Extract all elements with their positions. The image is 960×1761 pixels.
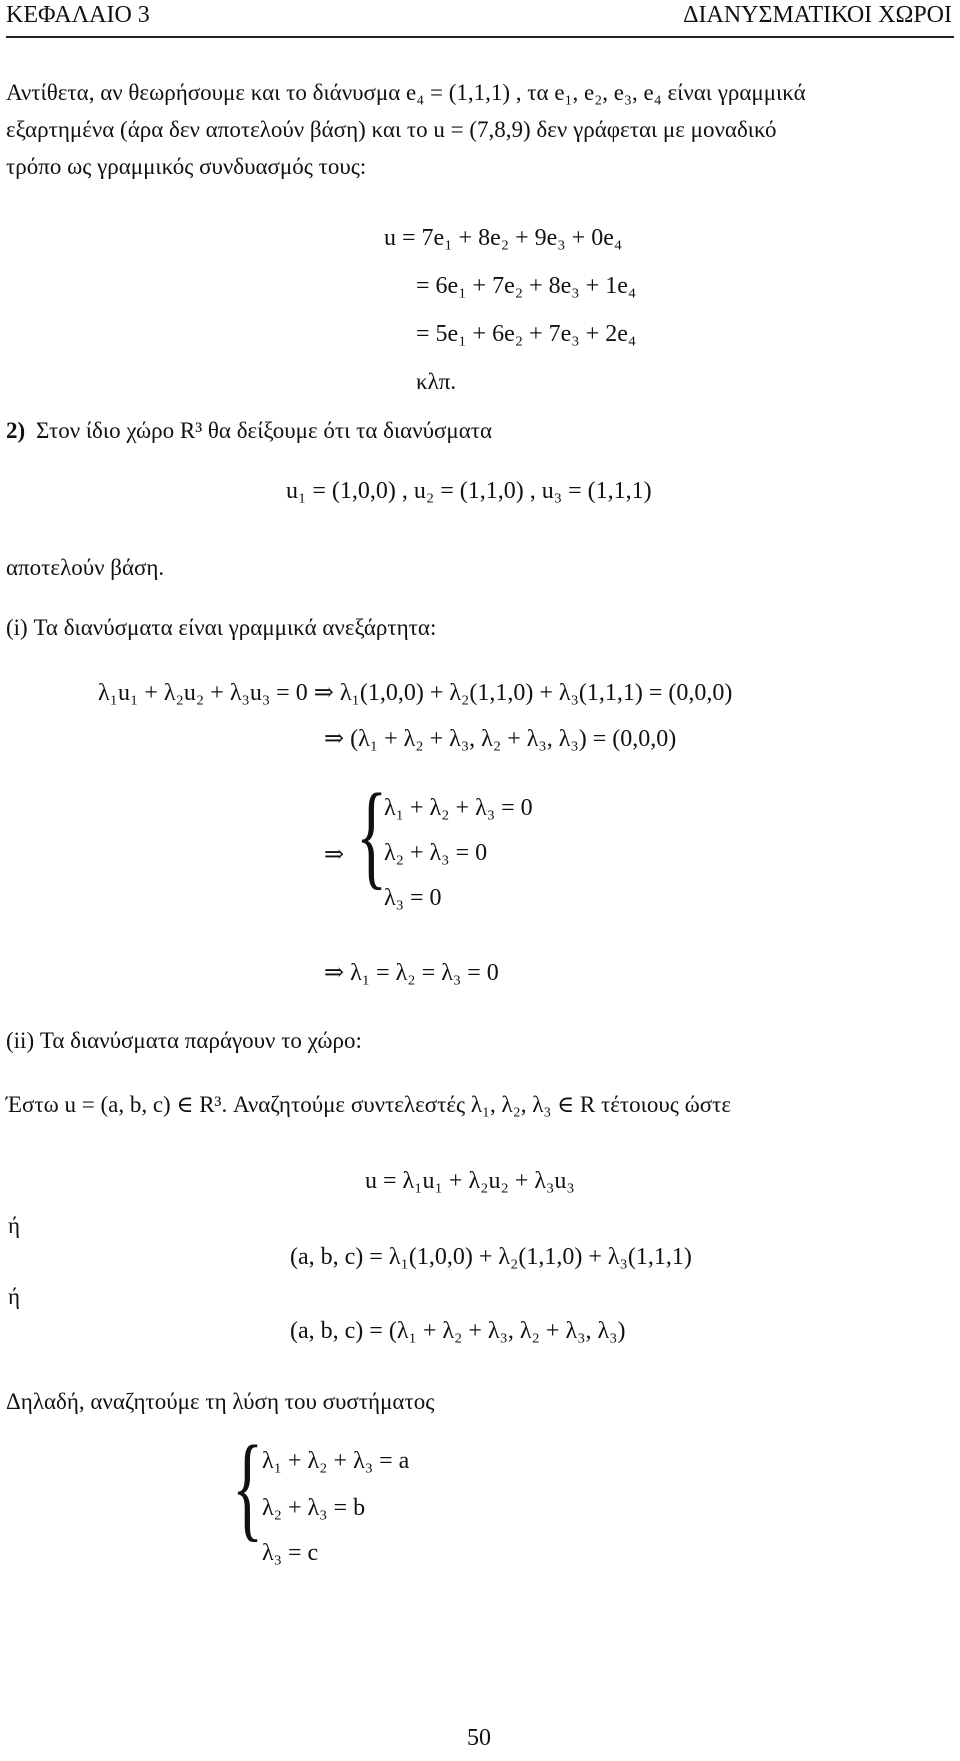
subsection-heading: (ii) Τα διανύσματα παράγουν το χώρο:: [6, 1028, 362, 1053]
conclusion-text: αποτελούν βάση.: [6, 555, 165, 580]
equation-line: (a, b, c) = λ₁(1,0,0) + λ₂(1,1,0) + λ₃(1,1,1): [290, 1244, 692, 1270]
paragraph-line: Αντίθετα, αν θεωρήσουμε και το διάνυσμα e₄ = (1,1,1) , τα e₁, e₂, e₃, e₄ είναι γραμμικά: [6, 80, 806, 105]
or-label: ή: [8, 1284, 21, 1309]
equation-line: = 5e₁ + 6e₂ + 7e₃ + 2e₄: [416, 321, 637, 347]
equation-line: u = 7e₁ + 8e₂ + 9e₃ + 0e₄: [384, 225, 623, 251]
system-equation: λ₃ = 0: [384, 885, 442, 911]
equation-line: λ₁u₁ + λ₂u₂ + λ₃u₃ = 0 ⇒ λ₁(1,0,0) + λ₂(1,1,0) + λ₃(1,1,1) = (0,0,0): [98, 680, 733, 706]
system-equation: λ₂ + λ₃ = b: [262, 1495, 366, 1521]
equation-line: u = λ₁u₁ + λ₂u₂ + λ₃u₃: [365, 1168, 575, 1194]
paragraph-line: Έστω u = (a, b, c) ∈ R³. Αναζητούμε συντελεστές λ₁, λ₂, λ₃ ∈ R τέτοιους ώστε: [6, 1092, 732, 1117]
result-equation: ⇒ λ₁ = λ₂ = λ₃ = 0: [324, 960, 499, 986]
part-intro: Στον ίδιο χώρο R³ θα δείξουμε ότι τα διανύσματα: [36, 418, 493, 443]
vectors-equation: u₁ = (1,0,0) , u₂ = (1,1,0) , u₃ = (1,1,1): [286, 478, 652, 504]
or-label: ή: [8, 1213, 21, 1238]
header-rule: [6, 36, 954, 38]
system-equation: λ₁ + λ₂ + λ₃ = a: [262, 1448, 410, 1474]
page-number: 50: [467, 1725, 491, 1751]
equation-line: (a, b, c) = (λ₁ + λ₂ + λ₃, λ₂ + λ₃, λ₃): [290, 1318, 626, 1344]
paragraph-line: εξαρτημένα (άρα δεν αποτελούν βάση) και το u = (7,8,9) δεν γράφεται με μοναδικό: [6, 117, 777, 142]
system-equation: λ₁ + λ₂ + λ₃ = 0: [384, 795, 533, 821]
system-equation: λ₂ + λ₃ = 0: [384, 840, 488, 866]
system-brace: {: [356, 769, 388, 900]
chapter-title: ΚΕΦΑΛΑΙΟ 3: [6, 2, 150, 28]
paragraph-line: τρόπο ως γραμμικός συνδυασμός τους:: [6, 154, 367, 179]
part-label: 2): [6, 418, 26, 443]
implies-arrow: ⇒: [324, 842, 345, 868]
subsection-heading: (i) Τα διανύσματα είναι γραμμικά ανεξάρτητα:: [6, 615, 437, 640]
equation-line: ⇒ (λ₁ + λ₂ + λ₃, λ₂ + λ₃, λ₃) = (0,0,0): [324, 726, 677, 752]
section-title: ΔΙΑΝΥΣΜΑΤΙΚΟΙ ΧΩΡΟΙ: [683, 2, 952, 28]
system-equation: λ₃ = c: [262, 1540, 319, 1566]
paragraph-line: Δηλαδή, αναζητούμε τη λύση του συστήματος: [6, 1389, 435, 1414]
system-brace: {: [232, 1421, 264, 1552]
etc-label: κλπ.: [416, 369, 457, 394]
equation-line: = 6e₁ + 7e₂ + 8e₃ + 1e₄: [416, 273, 637, 299]
